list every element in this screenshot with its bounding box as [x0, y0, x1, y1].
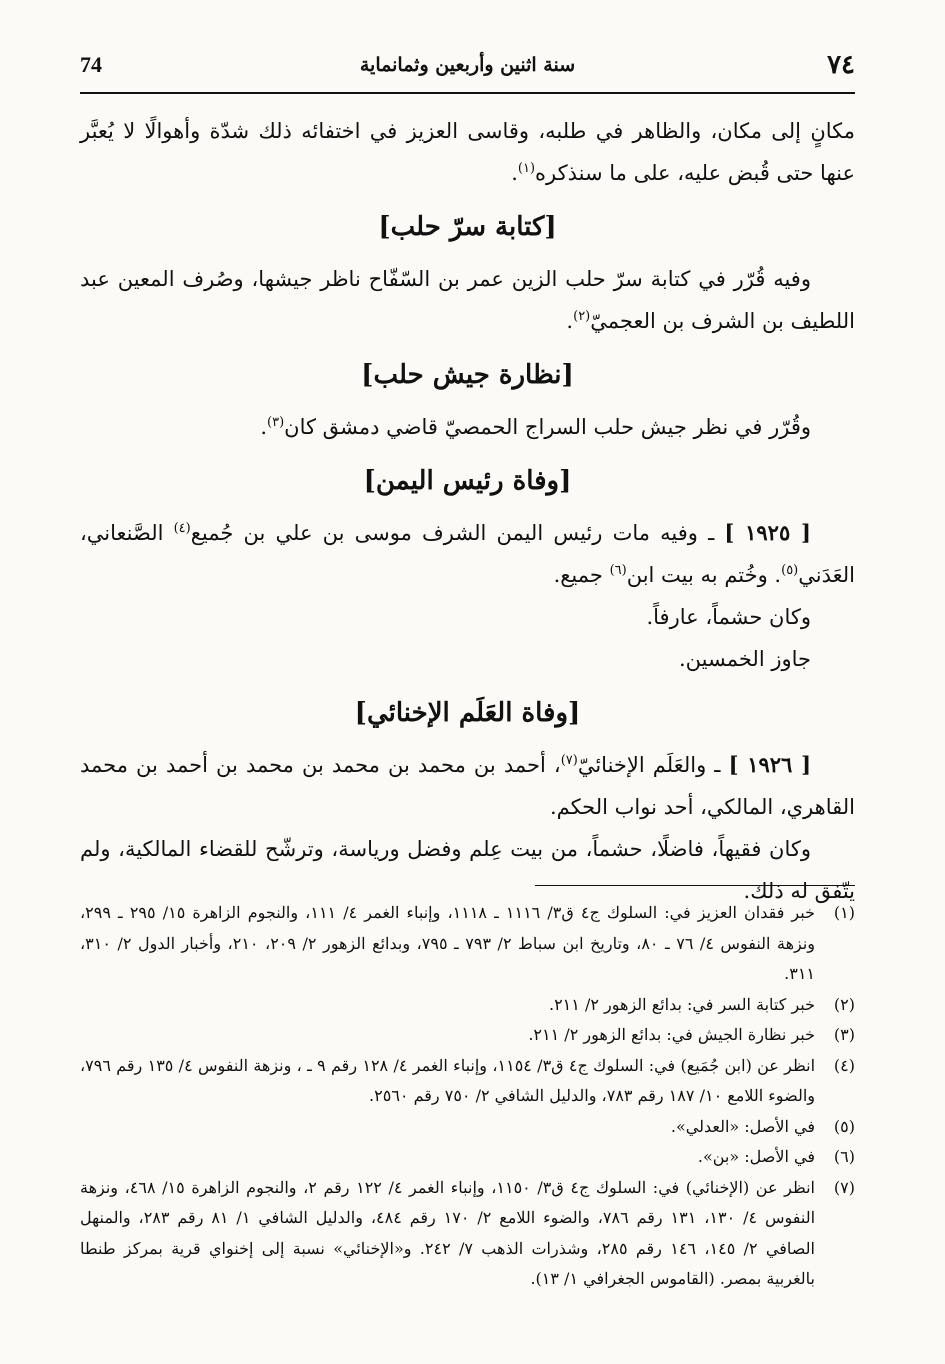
running-header	[80, 52, 855, 94]
footnote-text: في الأصل: «بن».	[697, 1147, 815, 1166]
footnote-marker: (٥)	[833, 1116, 855, 1136]
footnote-3	[80, 1020, 855, 1051]
jaysh-halab-text: وقُرّر في نظر جيش حلب السراج الحمصيّ قاضي دمشق كان	[284, 415, 811, 439]
yemen-line-2: وكان حشماً، عارفاً.	[646, 605, 811, 629]
jaysh-halab-paragraph	[80, 406, 855, 448]
entry-number-1926: [ ١٩٢٦ ]	[728, 752, 811, 777]
heading-jaysh-halab: [نظارة جيش حلب]	[361, 360, 574, 390]
footnote-text: انظر عن (ابن جُمَيع) في: السلوك ج٤ ق٣/ ١١٥٤، وإنباء الغمر ٤/ ١٢٨ رقم ٩ ـ ، ونزهة النفوس ٤/ ١٣٥ رقم ٧٩٦، والضوء اللامع ١٠/ ١٨٧ رقم ٧٨٣، والدليل الشافي ٢/ ٧٥٠ رقم ٢٥٦٠.	[80, 1055, 816, 1105]
ikhnai-paragraph-2: وكان فقيهاً، فاضلًا، حشماً، من بيت عِلم وفضل ورياسة، وترشّح للقضاء المالكية، ولم يتّفق له ذلك.	[80, 837, 855, 903]
footnote-marker: (٢)	[833, 994, 855, 1014]
footnote-ref-2[interactable]: (٢)	[573, 309, 591, 324]
footnote-text: خبر نظارة الجيش في: بدائع الزهور ٢/ ٢١١.	[528, 1025, 815, 1044]
footnote-6	[80, 1142, 855, 1173]
footnote-ref-4[interactable]: (٤)	[173, 521, 191, 536]
yemen-text-1: ـ وفيه مات رئيس اليمن الشرف موسى بن علي بن جُميع	[190, 521, 715, 545]
ikhnai-text-2: ، أحمد بن محمد بن محمد بن محمد بن أحمد بن محمد القاهري، المالكي، أحد نواب الحكم.	[80, 753, 855, 819]
yemen-text-4: جميع.	[553, 563, 603, 587]
page-number-latin: 74	[80, 52, 102, 77]
sir-halab-text: وفيه قُرّر في كتابة سرّ حلب الزين عمر بن السّفّاح ناظر جيشها، وصُرف المعين عبد اللطيف بن الشرف بن العجميّ	[80, 267, 855, 333]
yemen-line-3: جاوز الخمسين.	[679, 647, 811, 671]
footnote-marker: (٦)	[833, 1147, 855, 1166]
footnote-text: في الأصل: «العدلي».	[670, 1116, 815, 1136]
heading-ikhnai: [وفاة العَلَم الإخنائي]	[354, 698, 581, 728]
footnote-marker: (٤)	[833, 1055, 855, 1075]
footnote-separator	[535, 885, 855, 886]
sir-halab-paragraph	[80, 258, 855, 342]
heading-sir-halab: [كتابة سرّ حلب]	[378, 212, 557, 242]
yemen-entry	[80, 512, 855, 596]
ikhnai-text-1: ـ والعَلَم الإخنائيّ	[577, 753, 721, 777]
footnote-marker: (٧)	[833, 1177, 855, 1197]
footnote-ref-7[interactable]: (٧)	[560, 753, 578, 768]
footnotes	[80, 898, 855, 1295]
heading-yemen: [وفاة رئيس اليمن]	[363, 466, 572, 496]
yemen-text-3: . وخُتم به بيت ابن	[626, 563, 782, 587]
footnote-marker: (٣)	[833, 1025, 855, 1044]
intro-paragraph	[80, 110, 855, 194]
footnote-text: خبر كتابة السر في: بدائع الزهور ٢/ ٢١١.	[548, 994, 815, 1014]
footnote-4	[80, 1051, 855, 1112]
running-title: سنة اثنين وأربعين وثمانماية	[359, 54, 576, 76]
footnote-1	[80, 898, 855, 990]
page-number-arabic: ٧٤	[827, 50, 855, 80]
sir-halab-end: .	[566, 309, 574, 333]
intro-text: مكانٍ إلى مكان، والظاهر في طلبه، وقاسى العزيز في اختفائه ذلك شدّة وأهوالًا لا يُعبَّر عنها حتى قُبض عليه، على ما سنذكره	[80, 119, 855, 185]
footnote-2	[80, 990, 855, 1021]
footnote-text: انظر عن (الإخنائي) في: السلوك ج٤ ق٣/ ١١٥٠، وإنباء الغمر ٤/ ١٢٢ رقم ٢، والنجوم الزاهرة ١٥/ ٤٦٨، ونزهة النفوس ٤/ ١٣٠، ١٣١ رقم ٧٨٦، والضوء اللامع ٢/ ١٧٠ رقم ٤٨٤، والدليل الشافي ١/ ٨١ رقم ٢٨٣، والمنهل الصافي ٢/ ١٤٥، ١٤٦ رقم ٢٨٥، وشذرات الذهب ٧/ ٢٤٢. و«الإخنائي» نسبة إلى إخنواي قرية بمركز طنطا بالغربية بمصر. (القاموس الجغرافي ١/ ١٣).	[80, 1177, 816, 1288]
main-text	[80, 110, 855, 912]
intro-end: .	[511, 161, 518, 185]
yemen-text-2: الصَّنعاني، العَدَني	[80, 521, 855, 587]
ikhnai-entry	[80, 744, 855, 828]
footnote-text: خبر فقدان العزيز في: السلوك ج٤ ق٣/ ١١١٦ ـ ١١١٨، وإنباء الغمر ٤/ ١١١، والنجوم الزاهرة ١٥/ ٢٩٥ ـ ٢٩٩، ونزهة النفوس ٤/ ٧٦ ـ ٨٠، وتاريخ ابن سباط ٢/ ٧٩٣ ـ ٧٩٥، وبدائع الزهور ٢/ ٢٠٩، ٢١٠، وأخبار الدول ٢/ ٣١٠، ٣١١.	[80, 903, 816, 983]
jaysh-halab-end: .	[260, 415, 267, 439]
footnote-5	[80, 1112, 855, 1143]
footnote-7	[80, 1173, 855, 1295]
entry-number-1925: [ ١٩٢٥ ]	[724, 520, 811, 545]
footnote-ref-3[interactable]: (٣)	[267, 415, 285, 430]
footnote-ref-1[interactable]: (١)	[517, 161, 536, 176]
footnote-ref-6[interactable]: (٦)	[609, 563, 627, 578]
footnote-ref-5[interactable]: (٥)	[781, 563, 799, 578]
footnote-marker: (١)	[833, 903, 855, 922]
